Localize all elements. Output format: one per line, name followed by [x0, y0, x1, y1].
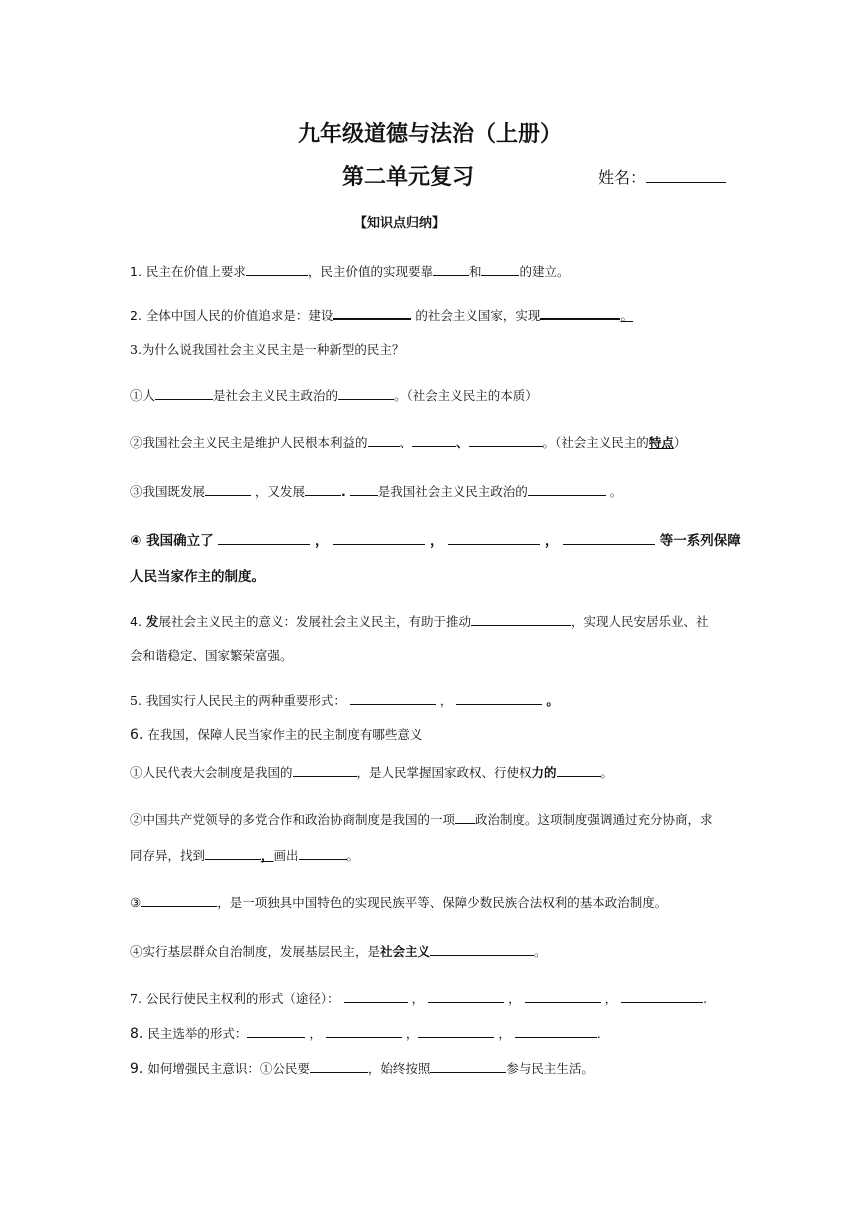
q3-2-text-f: ）	[673, 435, 687, 450]
q3-4-text-c: ，	[429, 533, 444, 549]
q8-end: .	[596, 1026, 601, 1041]
q7-sep-3: ，	[604, 991, 618, 1006]
blank[interactable]	[141, 894, 217, 907]
blank[interactable]	[350, 483, 378, 496]
q2-text-b: 的社会主义国家，实现	[415, 308, 541, 323]
q3-1-text-c: 。（社会主义民主的本质）	[394, 388, 538, 403]
q3-4-text-e: 等一系列保障	[659, 533, 741, 549]
q3-2-text-b: 、	[399, 435, 413, 450]
blank[interactable]	[338, 387, 394, 400]
blank[interactable]	[433, 263, 469, 276]
q8-text-a: 民主选举的形式：	[147, 1026, 248, 1041]
q1-text-c: 和	[468, 264, 482, 279]
question-3-3	[130, 482, 735, 500]
q1-text-b: ，民主价值的实现要靠	[307, 264, 433, 279]
q6-1-text-c: 。	[600, 765, 614, 780]
blank[interactable]	[368, 434, 400, 447]
q3-2-text-c: 、	[456, 435, 469, 450]
q4-text-a: 展社会主义民主的意义：发展社会主义民主，有助于推动	[158, 614, 471, 629]
q9-text-a: 如何增强民主意识：①公民要	[147, 1061, 310, 1076]
question-4	[130, 612, 735, 630]
q6-4-bold: 社会主义	[380, 944, 431, 959]
q6-3-text-b: ，是一项独具中国特色的实现民族平等、保障少数民族合法权利的基本政治制度。	[217, 895, 668, 910]
name-label: 姓名：	[598, 168, 647, 187]
q6-2-text-d: ，	[261, 848, 274, 863]
q3-3-text-c: .	[341, 484, 346, 499]
section-heading: 【知识点归纳】	[354, 216, 446, 231]
blank[interactable]	[563, 532, 655, 545]
question-6-4	[130, 942, 735, 960]
q6-1-text-b: ，是人民掌握国家政权、行使权	[356, 765, 532, 780]
q3-4-text-d: ，	[544, 533, 559, 549]
blank[interactable]	[430, 943, 534, 956]
blank[interactable]	[621, 990, 703, 1003]
blank[interactable]	[471, 613, 571, 626]
q5-text-c: 。	[546, 693, 559, 708]
q6-2-text-f: 。	[346, 848, 360, 863]
document-title: 九年级道德与法治（上册）	[297, 122, 562, 147]
q6-1-bold: 力的	[531, 765, 557, 780]
q2-text-a: 全体中国人民的价值追求是：建设	[145, 308, 334, 323]
q3-2-text-d: 。（社会主义民主的	[542, 435, 649, 450]
q5-text-b: ，	[439, 693, 453, 708]
question-2	[130, 306, 735, 324]
question-3-2	[130, 433, 735, 451]
blank[interactable]	[540, 306, 620, 320]
q9-text-c: 参与民主生活。	[506, 1061, 594, 1076]
blank[interactable]	[218, 532, 310, 545]
question-5	[130, 691, 735, 709]
question-1	[130, 262, 735, 280]
q4-bold: 发	[145, 614, 159, 629]
q4-number: 4.	[130, 614, 142, 629]
question-8	[130, 1024, 735, 1042]
blank[interactable]	[205, 483, 251, 496]
blank[interactable]	[246, 263, 308, 276]
q6-2-text-a: ②中国共产党领导的多党合作和政治协商制度是我国的一项	[130, 812, 456, 827]
q3-1-text-b: 是社会主义民主政治的	[213, 388, 339, 403]
q3-1-text-a: ①人	[130, 388, 156, 403]
question-3-4	[130, 529, 741, 549]
blank[interactable]	[326, 1025, 402, 1038]
name-field[interactable]	[598, 165, 726, 188]
blank[interactable]	[481, 263, 519, 276]
question-6-1	[130, 763, 735, 781]
blank[interactable]	[247, 1025, 305, 1038]
blank[interactable]	[525, 990, 601, 1003]
name-blank[interactable]	[646, 168, 726, 183]
blank[interactable]	[456, 692, 542, 705]
question-3-1	[130, 386, 735, 404]
q9-text-b: ，始终按照	[367, 1061, 431, 1076]
question-7	[130, 989, 735, 1007]
blank[interactable]	[428, 990, 504, 1003]
q7-sep-1: ，	[411, 991, 425, 1006]
q9-number: 9.	[130, 1061, 144, 1077]
q7-text-a: 7. 公民行使民主权利的形式（途径）：	[130, 991, 340, 1006]
blank[interactable]	[155, 387, 213, 400]
q4-text-b: ，实现人民安居乐业、社	[570, 614, 709, 629]
q8-sep-3: ，	[498, 1026, 511, 1041]
q6-4-text-b: 。	[534, 944, 547, 959]
blank[interactable]	[528, 483, 606, 496]
q3-3-text-a: ③我国既发展	[130, 484, 206, 499]
q7-end: .	[703, 991, 708, 1006]
blank[interactable]	[412, 434, 456, 447]
q1-text-a: 民主在价值上要求	[145, 264, 246, 279]
question-3-4-cont: 人民当家作主的制度。	[130, 569, 265, 585]
q8-sep-2: ，	[405, 1026, 419, 1041]
q1-text-d: 的建立。	[519, 264, 570, 279]
q6-4-text-a: ④实行基层群众自治制度，发展基层民主，是	[130, 944, 381, 959]
blank[interactable]	[455, 811, 475, 824]
q3-2-text-a: ②我国社会主义民主是维护人民根本利益的	[130, 435, 368, 450]
question-9	[130, 1059, 735, 1077]
blank[interactable]	[293, 764, 357, 777]
blank[interactable]	[515, 1025, 597, 1038]
q6-text-a: 在我国，保障人民当家作主的民主制度有哪些意义	[147, 727, 423, 742]
document-subtitle: 第二单元复习	[342, 165, 475, 190]
q2-text-c: 。	[620, 308, 633, 323]
q3-3-text-b: ，又发展	[255, 484, 306, 499]
q6-2-text-b: 政治制度。这项制度强调通过充分协商，求	[475, 812, 713, 827]
q3-4-text-b: ，	[315, 533, 329, 549]
q6-3-text-a: ③	[130, 895, 142, 910]
q7-sep-2: ，	[508, 991, 521, 1006]
q2-number: 2.	[130, 308, 142, 323]
q3-4-text-a: ④ 我国确立了	[130, 533, 214, 549]
blank[interactable]	[299, 847, 347, 860]
question-4-cont: 会和谐稳定、国家繁荣富强。	[130, 648, 293, 663]
question-6-2	[130, 810, 735, 828]
blank[interactable]	[333, 532, 425, 545]
blank[interactable]	[418, 1025, 494, 1038]
q8-sep-1: ，	[309, 1026, 322, 1041]
q3-2-text-e: 特点	[648, 435, 674, 450]
question-6-3	[130, 893, 735, 911]
blank[interactable]	[333, 306, 411, 320]
q8-number: 8.	[130, 1026, 144, 1042]
q6-2-text-c: 同存异，找到	[130, 848, 206, 863]
question-6-2-cont	[130, 846, 735, 864]
blank[interactable]	[350, 692, 436, 705]
question-6	[130, 725, 735, 743]
blank[interactable]	[448, 532, 540, 545]
blank[interactable]	[469, 434, 543, 447]
q5-text-a: 5. 我国实行人民民主的两种重要形式：	[130, 693, 346, 708]
blank[interactable]	[305, 483, 341, 496]
q3-3-text-e: 。	[609, 484, 623, 499]
blank[interactable]	[557, 764, 601, 777]
blank[interactable]	[430, 1060, 506, 1073]
q6-1-text-a: ①人民代表大会制度是我国的	[130, 765, 293, 780]
question-3: 3.为什么说我国社会主义民主是一种新型的民主？	[130, 342, 405, 357]
q3-3-text-d: 是我国社会主义民主政治的	[377, 484, 528, 499]
blank[interactable]	[344, 990, 408, 1003]
blank[interactable]	[205, 847, 261, 860]
q1-number: 1.	[130, 264, 142, 279]
q6-2-text-e: 画出	[273, 848, 299, 863]
q6-number: 6.	[130, 727, 144, 743]
blank[interactable]	[310, 1060, 368, 1073]
